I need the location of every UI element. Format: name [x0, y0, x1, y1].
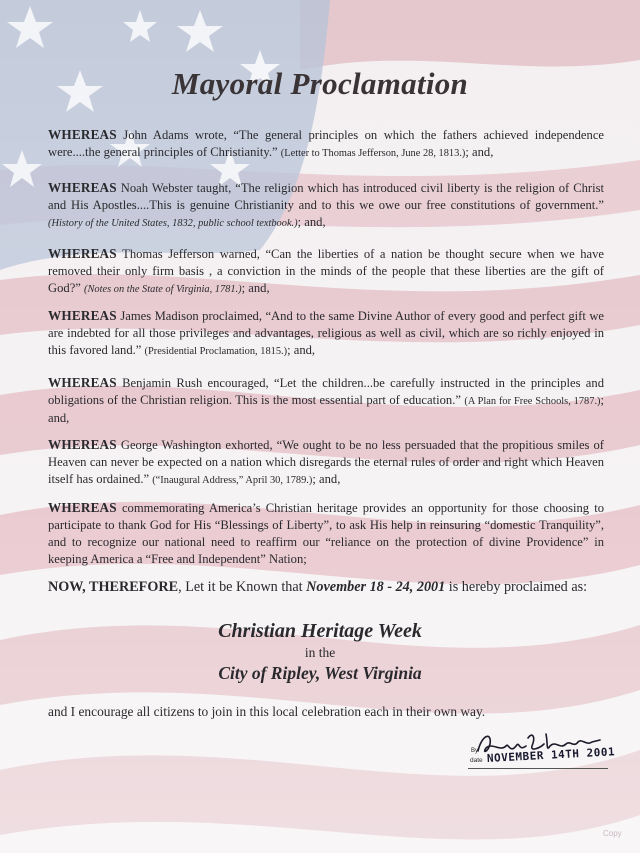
paragraph-text: Thomas Jefferson warned, “Can the liberties of a nation be thought secure when we have removed their only firm basis , a conviction in the minds of the people that these liberties are the gift of God?” — [48, 247, 604, 295]
week-title: Christian Heritage Week — [218, 620, 422, 642]
paragraph-text: Benjamin Rush encouraged, “Let the children...be carefully instructed in the principles and obligations of the Christian religion. This is the most essential part of education.” — [48, 376, 604, 407]
whereas-lead: WHEREAS — [48, 375, 117, 390]
paragraph-tail: ; and, — [297, 215, 326, 229]
now-therefore-statement — [48, 578, 604, 597]
whereas-lead: WHEREAS — [48, 180, 117, 195]
paragraph-text: James Madison proclaimed, “And to the same Divine Author of every good and perfect gift we are indebted for all those privileges and advantages, religious as well as civil, which are so richly enjoyed in this favored land.” — [48, 309, 604, 357]
in-the-text: in the — [304, 645, 336, 660]
proclamation-dates: November 18 - 24, 2001 — [306, 579, 446, 595]
signature-by-label: By — [471, 748, 479, 754]
whereas-lead: WHEREAS — [48, 127, 117, 142]
date-label: date — [470, 757, 483, 764]
whereas-lead: WHEREAS — [48, 246, 117, 261]
paragraph-tail: ; and, — [241, 281, 270, 295]
whereas-paragraph-1 — [48, 126, 604, 162]
now-therefore-lead: NOW, THEREFORE — [48, 579, 179, 595]
city-name: City of Ripley, West Virginia — [218, 663, 422, 683]
citation: (A Plan for Free Schools, 1787.) — [464, 396, 601, 407]
closing-statement: and I encourage all citizens to join in this local celebration each in their own way. — [48, 704, 486, 719]
citation: (Notes on the State of Virginia, 1781.) — [84, 284, 242, 295]
whereas-lead: WHEREAS — [48, 500, 117, 515]
paragraph-tail: ; and, — [465, 145, 494, 159]
paragraph-text: commemorating America’s Christian heritage provides an opportunity for those choosing to participate to thank God for His “Blessings of Liberty”, to ask His help in reinsuring “domestic Tranquility”, and to recognize our national need to reaffirm our “reliance on the protection of divine Providence” in keeping America a “Free and Independent” Nation; — [48, 501, 604, 566]
whereas-paragraph-3 — [48, 245, 604, 298]
page-title: Mayoral Proclamation — [171, 66, 469, 101]
paragraph-text: Noah Webster taught, “The religion which has introduced civil liberty is the religion of Christ and His Apostles....This is genuine Christianity and to this we owe our free constitutions of government.” — [48, 181, 604, 212]
now-text: , Let it be Known that — [178, 579, 307, 595]
whereas-lead: WHEREAS — [48, 437, 117, 452]
citation: (Letter to Thomas Jefferson, June 28, 1813.) — [280, 148, 466, 159]
whereas-lead: WHEREAS — [48, 308, 117, 323]
paragraph-tail: ; and, — [312, 472, 341, 486]
signature-date: NOVEMBER 14TH 2001 — [486, 745, 616, 765]
date-underline — [468, 768, 608, 769]
whereas-paragraph-5 — [48, 374, 604, 427]
citation: (Presidential Proclamation, 1815.) — [144, 346, 288, 357]
paragraph-tail: ; and, — [48, 393, 605, 425]
paragraph-text: George Washington exhorted, “We ought to be no less persuaded that the propitious smiles of Heaven can never be expected on a nation which disregards the eternal rules of order and right which Heaven itself has ordained.” — [48, 438, 604, 486]
whereas-paragraph-7 — [48, 499, 604, 568]
whereas-paragraph-6 — [48, 436, 604, 489]
citation: (“Inaugural Address,” April 30, 1789.) — [152, 475, 313, 486]
now-text-end: is hereby proclaimed as: — [445, 579, 588, 595]
citation: (History of the United States, 1832, public school textbook.) — [48, 218, 298, 229]
whereas-paragraph-2 — [48, 179, 604, 232]
paragraph-text: John Adams wrote, “The general principles on which the fathers achieved independence were....the general principles of Christianity.” — [48, 128, 604, 159]
whereas-paragraph-4 — [48, 307, 604, 360]
paragraph-tail: ; and, — [287, 343, 316, 357]
copy-stamp: Copy — [603, 829, 622, 838]
